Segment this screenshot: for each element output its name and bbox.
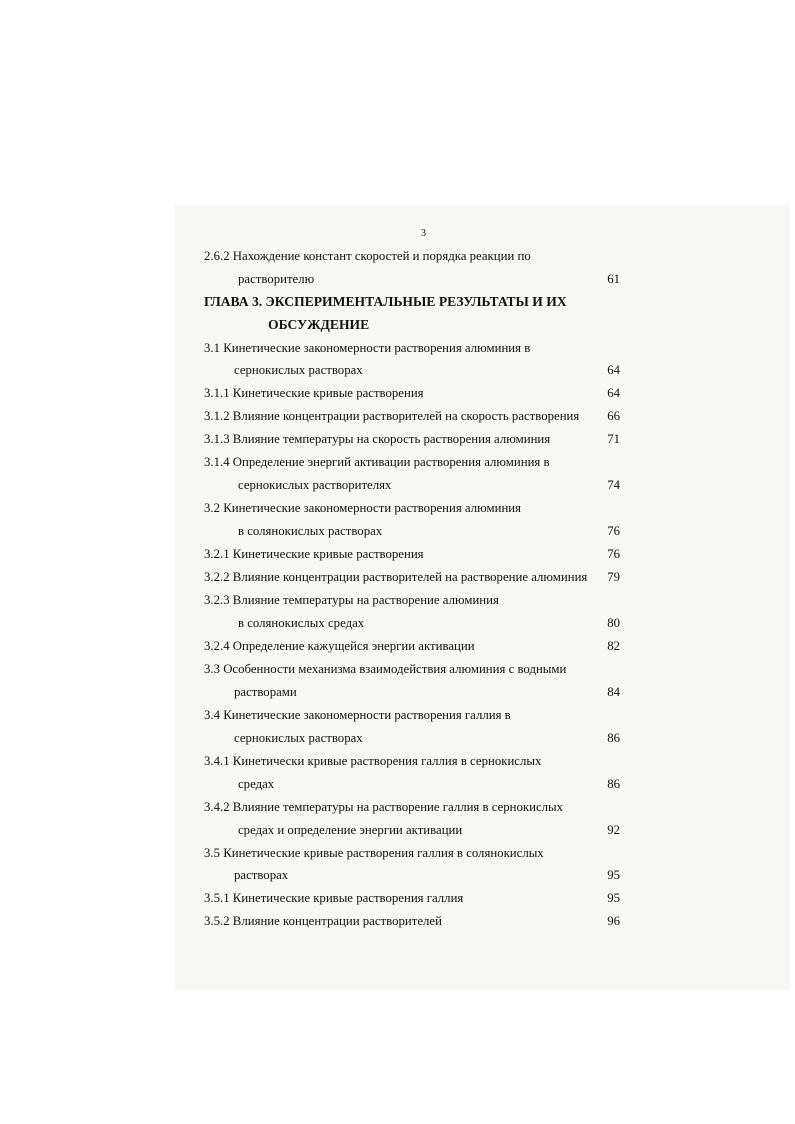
toc-entry: в солянокислых средах [238, 616, 365, 630]
toc-entry: сернокислых растворителях [238, 478, 392, 492]
toc-entry: 3.2.2 Влияние концентрации растворителей на растворение алюминия [204, 570, 588, 584]
toc-page-number: 76 [607, 547, 620, 561]
toc-entry: 2.6.2 Нахождение констант скоростей и порядка реакции по [204, 249, 531, 263]
toc-entry: 3.5.2 Влияние концентрации растворителей [204, 914, 442, 928]
toc-entry: 3.1.3 Влияние температуры на скорость растворения алюминия [204, 432, 551, 446]
toc-page-number: 95 [607, 891, 620, 905]
toc-entry: 3.1.1 Кинетические кривые растворения [204, 386, 424, 400]
toc-page-number: 66 [607, 409, 620, 423]
toc-entry: 3.1.2 Влияние концентрации растворителей на скорость растворения [204, 409, 580, 423]
toc-entry: 3.2 Кинетические закономерности растворения алюминия [204, 501, 522, 515]
toc-page-number: 80 [607, 616, 620, 630]
toc-entry: средах и определение энергии активации [238, 823, 463, 837]
toc-page-number: 71 [607, 432, 620, 446]
toc-entry: 3.2.3 Влияние температуры на растворение алюминия [204, 593, 499, 607]
toc-entry: 3.4 Кинетические закономерности растворения галлия в [204, 708, 511, 722]
toc-page-number: 61 [607, 272, 620, 286]
toc-entry: растворах [234, 868, 289, 882]
toc-entry: в солянокислых растворах [238, 524, 383, 538]
toc-entry: 3.2.1 Кинетические кривые растворения [204, 547, 424, 561]
toc-page-number: 64 [607, 363, 620, 377]
toc-page-number: 84 [607, 685, 620, 699]
toc-page-number: 79 [607, 570, 620, 584]
chapter-heading: ОБСУЖДЕНИЕ [268, 317, 370, 332]
toc-page-number: 82 [607, 639, 620, 653]
toc-entry: 3.3 Особенности механизма взаимодействия алюминия с водными [204, 662, 567, 676]
toc-entry: 3.2.4 Определение кажущейся энергии активации [204, 639, 475, 653]
toc-page-number: 86 [607, 731, 620, 745]
toc-entry: 3.5.1 Кинетические кривые растворения галлия [204, 891, 464, 905]
toc-entry: сернокислых растворах [234, 731, 363, 745]
toc-page-number: 86 [607, 777, 620, 791]
toc-entry: средах [238, 777, 275, 791]
toc-entry: растворами [234, 685, 297, 699]
toc-entry: 3.5 Кинетические кривые растворения галлия в солянокислых [204, 846, 544, 860]
toc-page-number: 96 [607, 914, 620, 928]
toc-page-number: 74 [607, 478, 620, 492]
toc-entry: 3.4.1 Кинетически кривые растворения галлия в сернокислых [204, 754, 542, 768]
toc-entry: растворителю [238, 272, 315, 286]
toc-page-number: 64 [607, 386, 620, 400]
toc-entry: 3.4.2 Влияние температуры на растворение галлия в сернокислых [204, 800, 564, 814]
toc-entry: 3.1 Кинетические закономерности растворения алюминия в [204, 341, 531, 355]
toc-entry: сернокислых растворах [234, 363, 363, 377]
page-number: 3 [421, 228, 426, 239]
toc-page-number: 92 [607, 823, 620, 837]
chapter-heading: ГЛАВА 3. ЭКСПЕРИМЕНТАЛЬНЫЕ РЕЗУЛЬТАТЫ И ИХ [204, 294, 567, 309]
toc-page-number: 76 [607, 524, 620, 538]
toc-entry: 3.1.4 Определение энергий активации растворения алюминия в [204, 455, 550, 469]
toc-page-number: 95 [607, 868, 620, 882]
